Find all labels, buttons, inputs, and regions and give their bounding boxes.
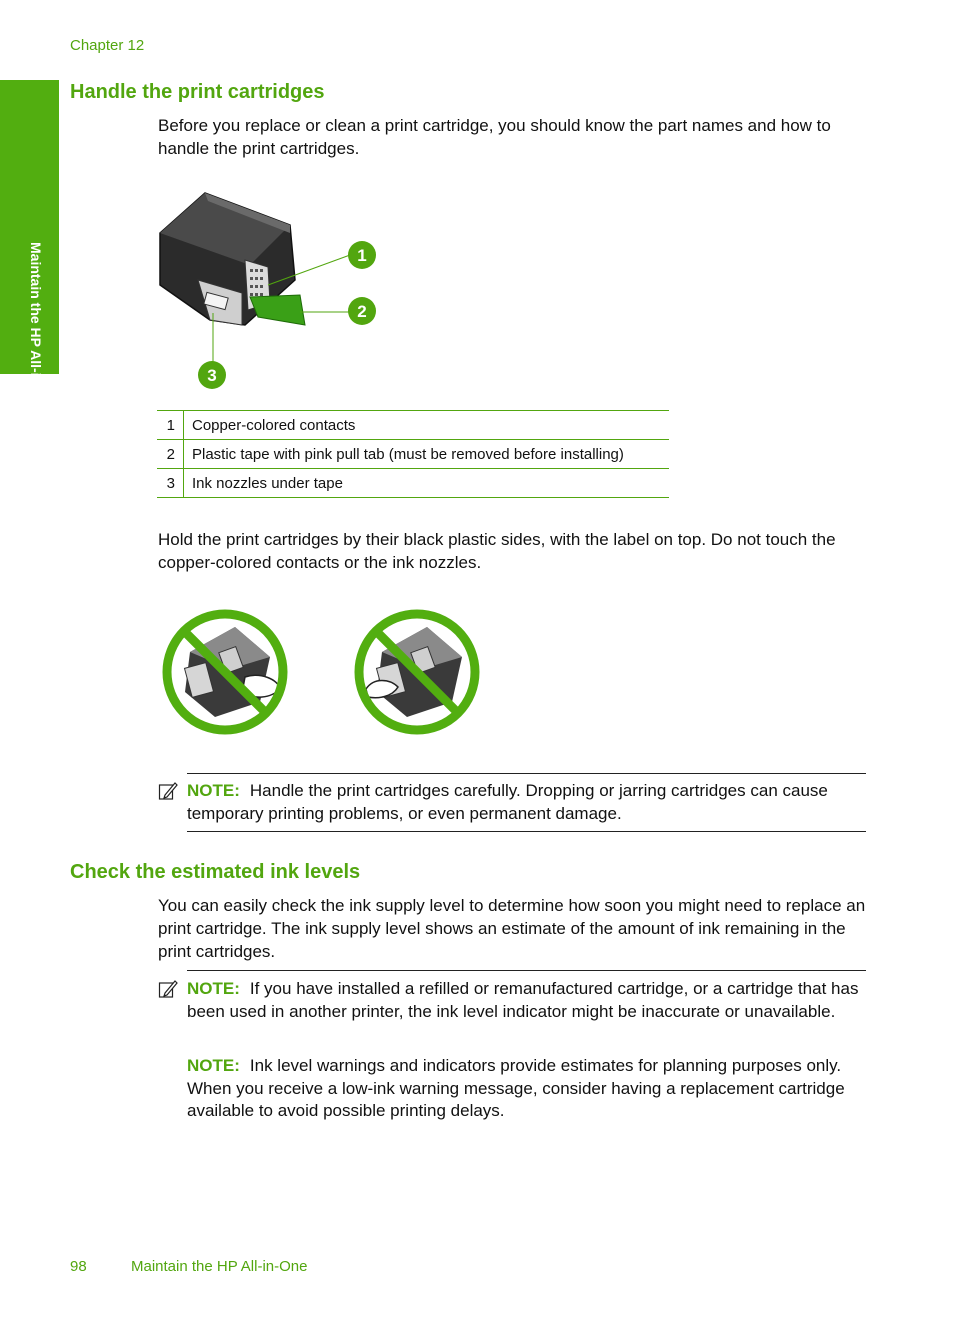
part-label: Copper-colored contacts: [184, 411, 670, 440]
note-label: NOTE:: [187, 781, 240, 800]
note-pencil-icon: [158, 979, 178, 999]
do-not-touch-nozzles-illustration: [352, 607, 482, 737]
table-row: [157, 440, 669, 469]
note-body: Ink level warnings and indicators provide estimates for planning purposes only. When you receive a low-ink warning message, consider having a replacement cartridge available to avoid possible printing delays.: [187, 1056, 845, 1120]
callout-2: 2: [357, 302, 367, 321]
parts-table: [157, 410, 669, 498]
section-heading-ink-levels: Check the estimated ink levels: [70, 861, 361, 883]
chapter-label: Chapter 12: [70, 37, 145, 54]
note-handle-carefully: [158, 773, 866, 833]
table-row: [157, 411, 669, 440]
side-tab: [0, 80, 59, 418]
table-row: [157, 469, 669, 498]
note-top-rule: [187, 970, 866, 971]
note-label: NOTE:: [187, 1056, 240, 1075]
callout-3: 3: [207, 366, 217, 385]
note-ink-levels: [158, 970, 866, 1130]
hold-paragraph: Hold the print cartridges by their black plastic sides, with the label on top. Do not touch the copper-colored contacts or the ink nozzles.: [158, 530, 836, 572]
note-body: If you have installed a refilled or remanufactured cartridge, or a cartridge that has been used in another printer, the ink level indicator might be inaccurate or unavailable.: [187, 979, 859, 1021]
part-label: Ink nozzles under tape: [184, 469, 670, 498]
note-body: Handle the print cartridges carefully. Dropping or jarring cartridges can cause temporary printing problems, or even permanent damage.: [187, 781, 828, 823]
note-top-rule: [187, 773, 866, 774]
cartridge-illustration: [150, 185, 390, 395]
note-bottom-rule: [187, 831, 866, 832]
note-pencil-icon: [158, 781, 178, 801]
part-number: 2: [157, 440, 184, 469]
callout-1: 1: [357, 246, 367, 265]
do-not-touch-contacts-illustration: [160, 607, 290, 737]
section-heading-handle: Handle the print cartridges: [70, 81, 325, 103]
footer-title: Maintain the HP All-in-One: [131, 1258, 308, 1275]
side-tab-label: Maintain the HP All-in-One: [28, 242, 44, 418]
part-number: 3: [157, 469, 184, 498]
intro-paragraph: Before you replace or clean a print cartridge, you should know the part names and how to handle the print cartridges.: [158, 116, 831, 158]
ink-levels-paragraph: You can easily check the ink supply level to determine how soon you might need to replace an print cartridge. The ink supply level shows an estimate of the amount of ink remaining in the print cartridges.: [158, 896, 866, 961]
page-number: 98: [70, 1258, 87, 1275]
note-label: NOTE:: [187, 979, 240, 998]
part-label: Plastic tape with pink pull tab (must be removed before installing): [184, 440, 670, 469]
part-number: 1: [157, 411, 184, 440]
